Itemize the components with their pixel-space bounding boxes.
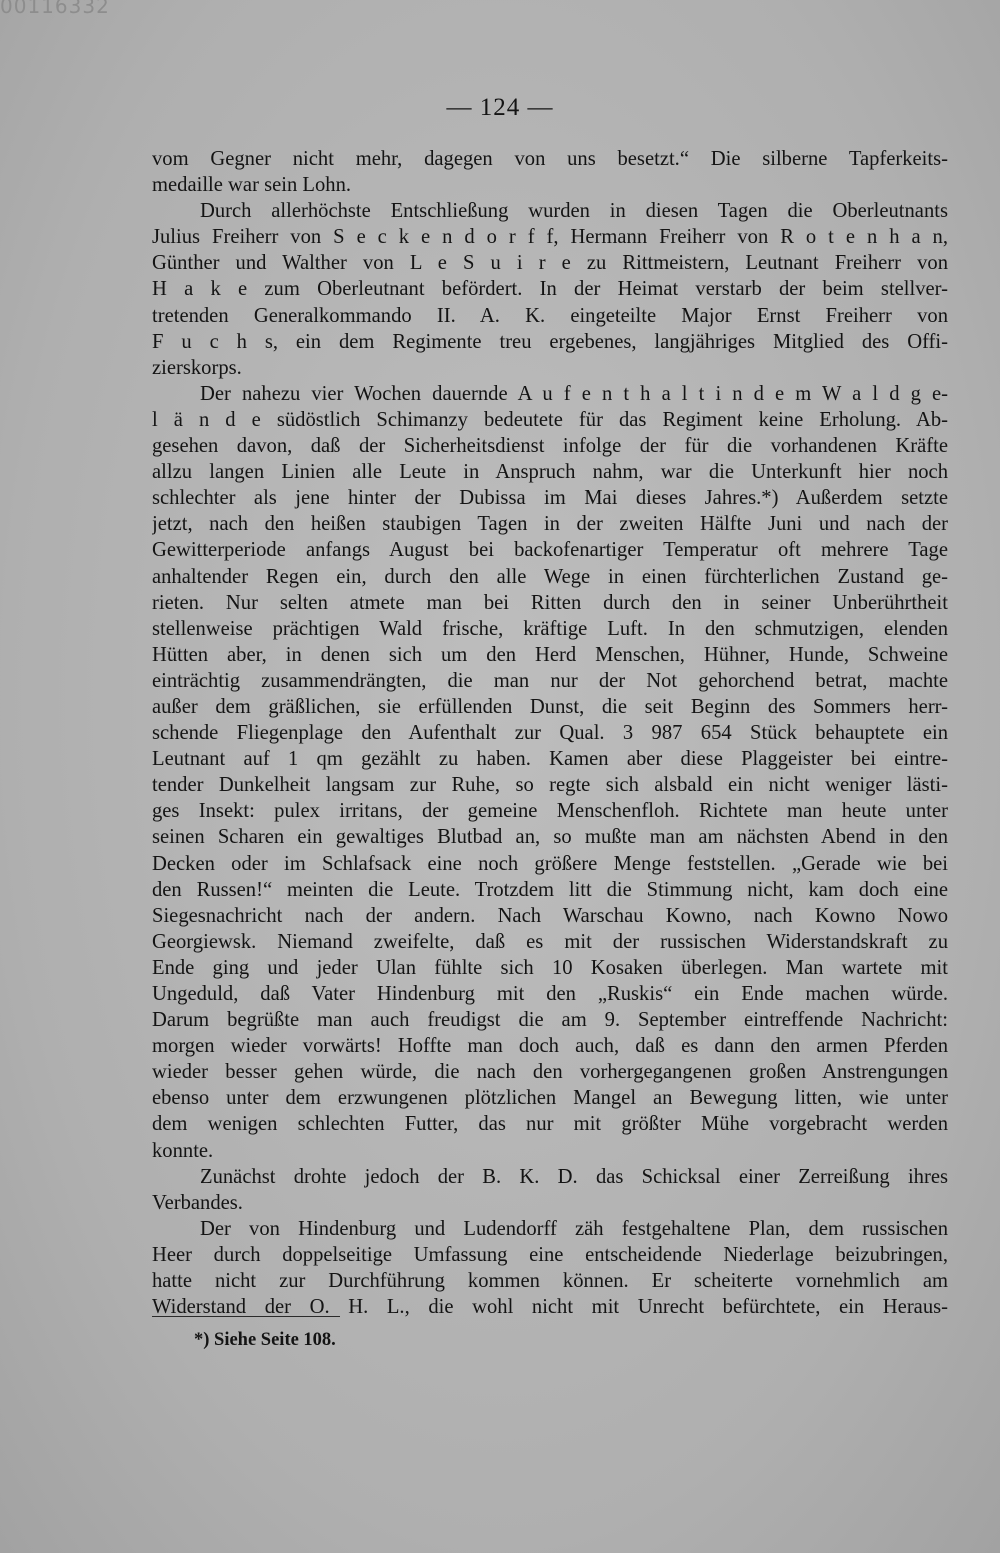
text-line: Darum begrüßte man auch freudigst die am 9. September eintreffende Nachricht: — [152, 1009, 948, 1032]
text-line: morgen wieder vorwärts! Hoffte man doch auch, daß es dann den armen Pferden — [152, 1035, 948, 1058]
footnote: *) Siehe Seite 108. — [194, 1330, 336, 1350]
text-line: Julius Freiherr von S e c k e n d o r f f, Hermann Freiherr von R o t e n h a n, — [152, 226, 948, 249]
text-line: ebenso unter dem erzwungenen plötzlichen Mangel an Bewegung litten, wie unter — [152, 1087, 948, 1110]
body-text — [152, 146, 948, 1320]
text-line: jetzt, nach den heißen staubigen Tagen in der zweiten Hälfte Juni und nach der — [152, 513, 948, 536]
text-line: Georgiewsk. Niemand zweifelte, daß es mit der russischen Widerstandskraft zu — [152, 930, 948, 953]
text-line: F u c h s, ein dem Regimente treu ergebenes, langjähriges Mitglied des Offi- — [152, 330, 948, 353]
text-line: Der nahezu vier Wochen dauernde A u f e n t h a l t i n d e m W a l d g e- — [200, 382, 948, 405]
text-line: schlechter als jene hinter der Dubissa im Mai dieses Jahres.*) Außerdem setzte — [152, 487, 948, 510]
text-line: anhaltender Regen ein, durch den alle Wege in einen fürchterlichen Zustand ge- — [152, 565, 948, 588]
text-line: H a k e zum Oberleutnant befördert. In der Heimat verstarb der beim stellver- — [152, 278, 948, 301]
text-line: Ende ging und jeder Ulan fühlte sich 10 Kosaken überlegen. Man wartete mit — [152, 956, 948, 979]
text-line: dem wenigen schlechten Futter, das nur mit größter Mühe vorgebracht werden — [152, 1113, 948, 1136]
text-line: Günther und Walther von L e S u i r e zu Rittmeistern, Leutnant Freiherr von — [152, 252, 948, 275]
text-line: Decken oder im Schlafsack eine noch größere Menge feststellen. „Gerade wie bei — [152, 852, 948, 875]
text-line: ges Insekt: pulex irritans, der gemeine Menschenfloh. Richtete man heute unter — [152, 800, 948, 823]
text-line: rieten. Nur selten atmete man bei Ritten durch den in seiner Unberührtheit — [152, 591, 948, 614]
footnote-divider — [152, 1316, 340, 1317]
text-line: seinen Scharen ein gewaltiges Blutbad an, so mußte man am nächsten Abend in den — [152, 826, 948, 849]
text-line: tretenden Generalkommando II. A. K. eingeteilte Major Ernst Freiherr von — [152, 304, 948, 327]
text-line: außer dem gräßlichen, sie erfüllenden Dunst, die seit Beginn des Sommers herr- — [152, 695, 948, 718]
text-line: Siegesnachricht nach der andern. Nach Warschau Kowno, nach Kowno Nowo — [152, 904, 948, 927]
text-line: l ä n d e südöstlich Schimanzy bedeutete für das Regiment keine Erholung. Ab- — [152, 408, 948, 431]
text-line: Leutnant auf 1 qm gezählt zu haben. Kamen aber diese Plaggeister bei eintre- — [152, 748, 948, 771]
text-line: zierskorps. — [152, 356, 242, 379]
page-number: — 124 — — [446, 94, 554, 121]
text-line: gesehen davon, daß der Sicherheitsdienst infolge der für die vorhandenen Kräfte — [152, 435, 948, 458]
text-line: Durch allerhöchste Entschließung wurden in diesen Tagen die Oberleutnants — [200, 200, 948, 223]
text-line: Der von Hindenburg und Ludendorff zäh festgehaltene Plan, dem russischen — [200, 1217, 948, 1240]
text-line: Zunächst drohte jedoch der B. K. D. das Schicksal einer Zerreißung ihres — [200, 1165, 948, 1188]
text-line: vom Gegner nicht mehr, dagegen von uns besetzt.“ Die silberne Tapferkeits- — [152, 148, 948, 170]
text-line: medaille war sein Lohn. — [152, 174, 352, 197]
text-line: wieder besser gehen würde, die nach den vorhergegangenen großen Anstrengungen — [152, 1061, 948, 1084]
text-line: stellenweise prächtigen Wald frische, kräftige Luft. In den schmutzigen, elenden — [152, 617, 948, 640]
text-line: einträchtig zusammendrängten, die man nur der Not gehorchend betrat, machte — [152, 669, 948, 692]
text-line: hatte nicht zur Durchführung kommen können. Er scheiterte vornehmlich am — [152, 1270, 948, 1293]
text-line: tender Dunkelheit langsam zur Ruhe, so regte sich alsbald ein nicht weniger lästi- — [152, 774, 948, 797]
text-line: Hütten aber, in denen sich um den Herd Menschen, Hühner, Hunde, Schweine — [152, 643, 948, 666]
text-line: konnte. — [152, 1139, 214, 1162]
archive-stamp: 00116332 — [0, 0, 110, 18]
text-line: Heer durch doppelseitige Umfassung eine entscheidende Niederlage beizubringen, — [152, 1243, 948, 1266]
text-line: den Russen!“ meinten die Leute. Trotzdem litt die Stimmung nicht, kam doch eine — [152, 878, 948, 901]
text-line: schende Fliegenplage den Aufenthalt zur Qual. 3 987 654 Stück behauptete ein — [152, 722, 948, 745]
text-line: Gewitterperiode anfangs August bei backofenartiger Temperatur oft mehrere Tage — [152, 539, 948, 562]
text-line: Widerstand der O. H. L., die wohl nicht mit Unrecht befürchtete, ein Heraus- — [152, 1296, 948, 1319]
text-line: Ungeduld, daß Vater Hindenburg mit den „Ruskis“ ein Ende machen würde. — [152, 983, 948, 1005]
text-line: allzu langen Linien alle Leute in Anspruch nahm, war die Unterkunft hier noch — [152, 461, 948, 484]
text-line: Verbandes. — [152, 1191, 243, 1214]
